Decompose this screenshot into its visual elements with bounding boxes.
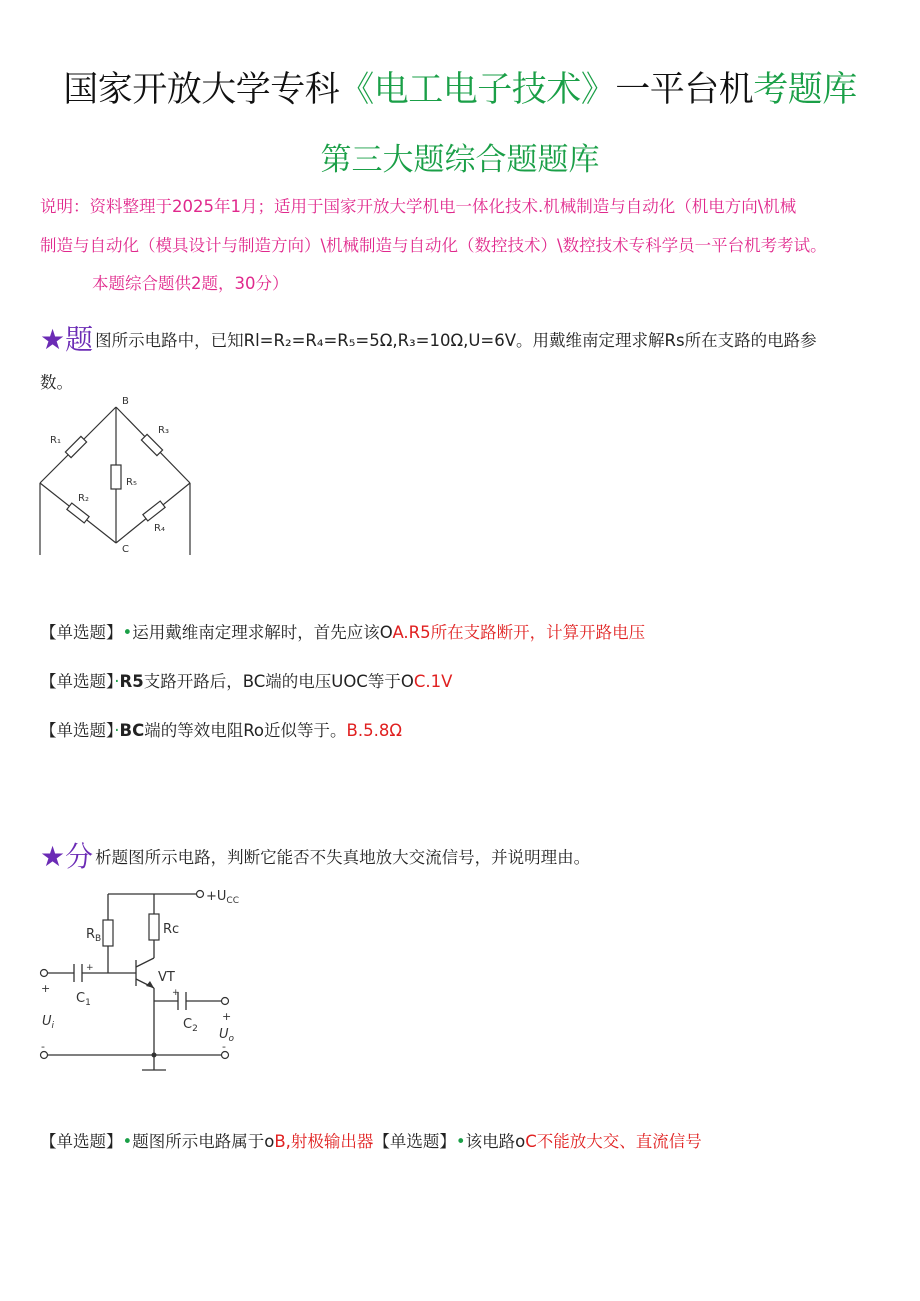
ui-label: $U_i$ bbox=[42, 1014, 55, 1031]
input-plus-label: + bbox=[41, 982, 51, 995]
note-line-1: 说明：资料整理于2025年1月；适用于国家开放大学机电一体化技术.机械制造与自动化（机电方向\机械 bbox=[40, 197, 797, 216]
rb-label: $R_B$ bbox=[86, 927, 102, 944]
item-tag: 【单选题】 bbox=[40, 672, 115, 691]
item-dot: • bbox=[455, 1132, 466, 1151]
item-bold: R5 bbox=[119, 672, 144, 691]
question-2-lead: 分 bbox=[65, 840, 94, 873]
q1-item-1 bbox=[40, 619, 645, 643]
node-b-label: B bbox=[122, 396, 129, 407]
vcc-label: $+U_{CC}$ bbox=[206, 889, 239, 906]
terminal-vcc bbox=[197, 891, 204, 898]
note-line-2: 制造与自动化（模具设计与制造方向）\机械制造与自动化（数控技术）\数控技术专科学员一平台机考考试。 bbox=[40, 236, 827, 255]
r5-label: R₅ bbox=[126, 477, 137, 488]
item-tag: 【单选题】 bbox=[40, 623, 123, 642]
output-plus-label: + bbox=[222, 1010, 232, 1023]
item-answer: B.5.8Ω bbox=[346, 721, 402, 740]
r3-label: R₃ bbox=[158, 425, 169, 436]
page-subtitle: 第三大题综合题题库 bbox=[320, 142, 600, 178]
resistor-r5 bbox=[111, 465, 121, 489]
item-answer: B,射极输出器 bbox=[274, 1132, 374, 1151]
item-dot: • bbox=[122, 1132, 133, 1151]
q2-items bbox=[40, 1128, 702, 1152]
item-question: 运用戴维南定理求解时，首先应该O bbox=[132, 623, 393, 642]
item-dot: · bbox=[114, 721, 120, 740]
item-question: 端的等效电阻Ro近似等于。 bbox=[144, 721, 347, 740]
title-part-2: 《电工电子技术》 bbox=[339, 70, 616, 110]
item-question: 支路开路后，BC端的电压UOC等于O bbox=[143, 672, 414, 691]
item-dot: · bbox=[114, 672, 120, 691]
item-dot: • bbox=[122, 623, 133, 642]
question-1-lead: 题 bbox=[65, 323, 94, 356]
q1-item-2 bbox=[40, 668, 452, 692]
question-1-stem bbox=[40, 318, 817, 358]
uo-label: $U_o$ bbox=[219, 1027, 235, 1044]
c2-plus-label: + bbox=[172, 988, 180, 998]
page-title bbox=[0, 62, 920, 112]
item-answer: C.1V bbox=[413, 672, 453, 691]
note-line-3: 本题综合题供2题，30分） bbox=[92, 274, 289, 293]
item-answer: C不能放大交、直流信号 bbox=[525, 1132, 702, 1151]
input-minus-label: - bbox=[41, 1040, 45, 1053]
c1-plus-label: + bbox=[86, 963, 94, 973]
title-part-3: 一平台机 bbox=[615, 70, 754, 110]
question-2-stem bbox=[40, 835, 590, 875]
resistor-rc bbox=[149, 914, 159, 940]
question-2-text: 析题图所示电路，判断它能否不失真地放大交流信号，并说明理由。 bbox=[95, 848, 591, 867]
item-tag: 【单选题】 bbox=[40, 1132, 123, 1151]
item-question: 题图所示电路属于o bbox=[132, 1132, 275, 1151]
transistor-collector bbox=[136, 958, 154, 967]
c1-label: $C_1$ bbox=[76, 991, 91, 1008]
terminal-input bbox=[41, 970, 48, 977]
resistor-r2 bbox=[67, 503, 89, 523]
rc-label: Rc bbox=[163, 922, 180, 937]
vt-label: VT bbox=[158, 970, 175, 985]
item-tag: 【单选题】 bbox=[373, 1132, 456, 1151]
star-icon: ★ bbox=[40, 840, 66, 873]
bridge-circuit-diagram bbox=[36, 393, 196, 558]
output-minus-label: - bbox=[222, 1040, 226, 1053]
ground-node bbox=[152, 1053, 157, 1058]
title-part-4: 考题库 bbox=[753, 70, 857, 110]
question-1-text-cont: 数。 bbox=[40, 373, 73, 392]
r2-label: R₂ bbox=[78, 493, 89, 504]
resistor-rb bbox=[103, 920, 113, 946]
item-bold: BC bbox=[119, 721, 145, 740]
resistor-r1 bbox=[65, 436, 86, 457]
item-question: 该电路o bbox=[465, 1132, 526, 1151]
question-1-text: 图所示电路中，已知Rl=R₂=R₄=R₅=5Ω,R₃=10Ω,U=6V。用戴维南定理求解Rs所在支路的电路参 bbox=[95, 331, 817, 350]
item-tag: 【单选题】 bbox=[40, 721, 115, 740]
c2-label: $C_2$ bbox=[183, 1017, 198, 1034]
resistor-r4 bbox=[143, 501, 165, 521]
emitter-follower-circuit-diagram bbox=[36, 880, 246, 1075]
q1-item-3 bbox=[40, 717, 402, 741]
r1-label: R₁ bbox=[50, 435, 61, 446]
title-part-1: 国家开放大学专科 bbox=[63, 70, 340, 110]
resistor-r3 bbox=[141, 434, 162, 455]
r4-label: R₄ bbox=[154, 523, 165, 534]
star-icon: ★ bbox=[40, 323, 66, 356]
terminal-output bbox=[222, 998, 229, 1005]
item-answer: A.R5所在支路断开，计算开路电压 bbox=[392, 623, 646, 642]
node-c-label: C bbox=[122, 544, 129, 555]
